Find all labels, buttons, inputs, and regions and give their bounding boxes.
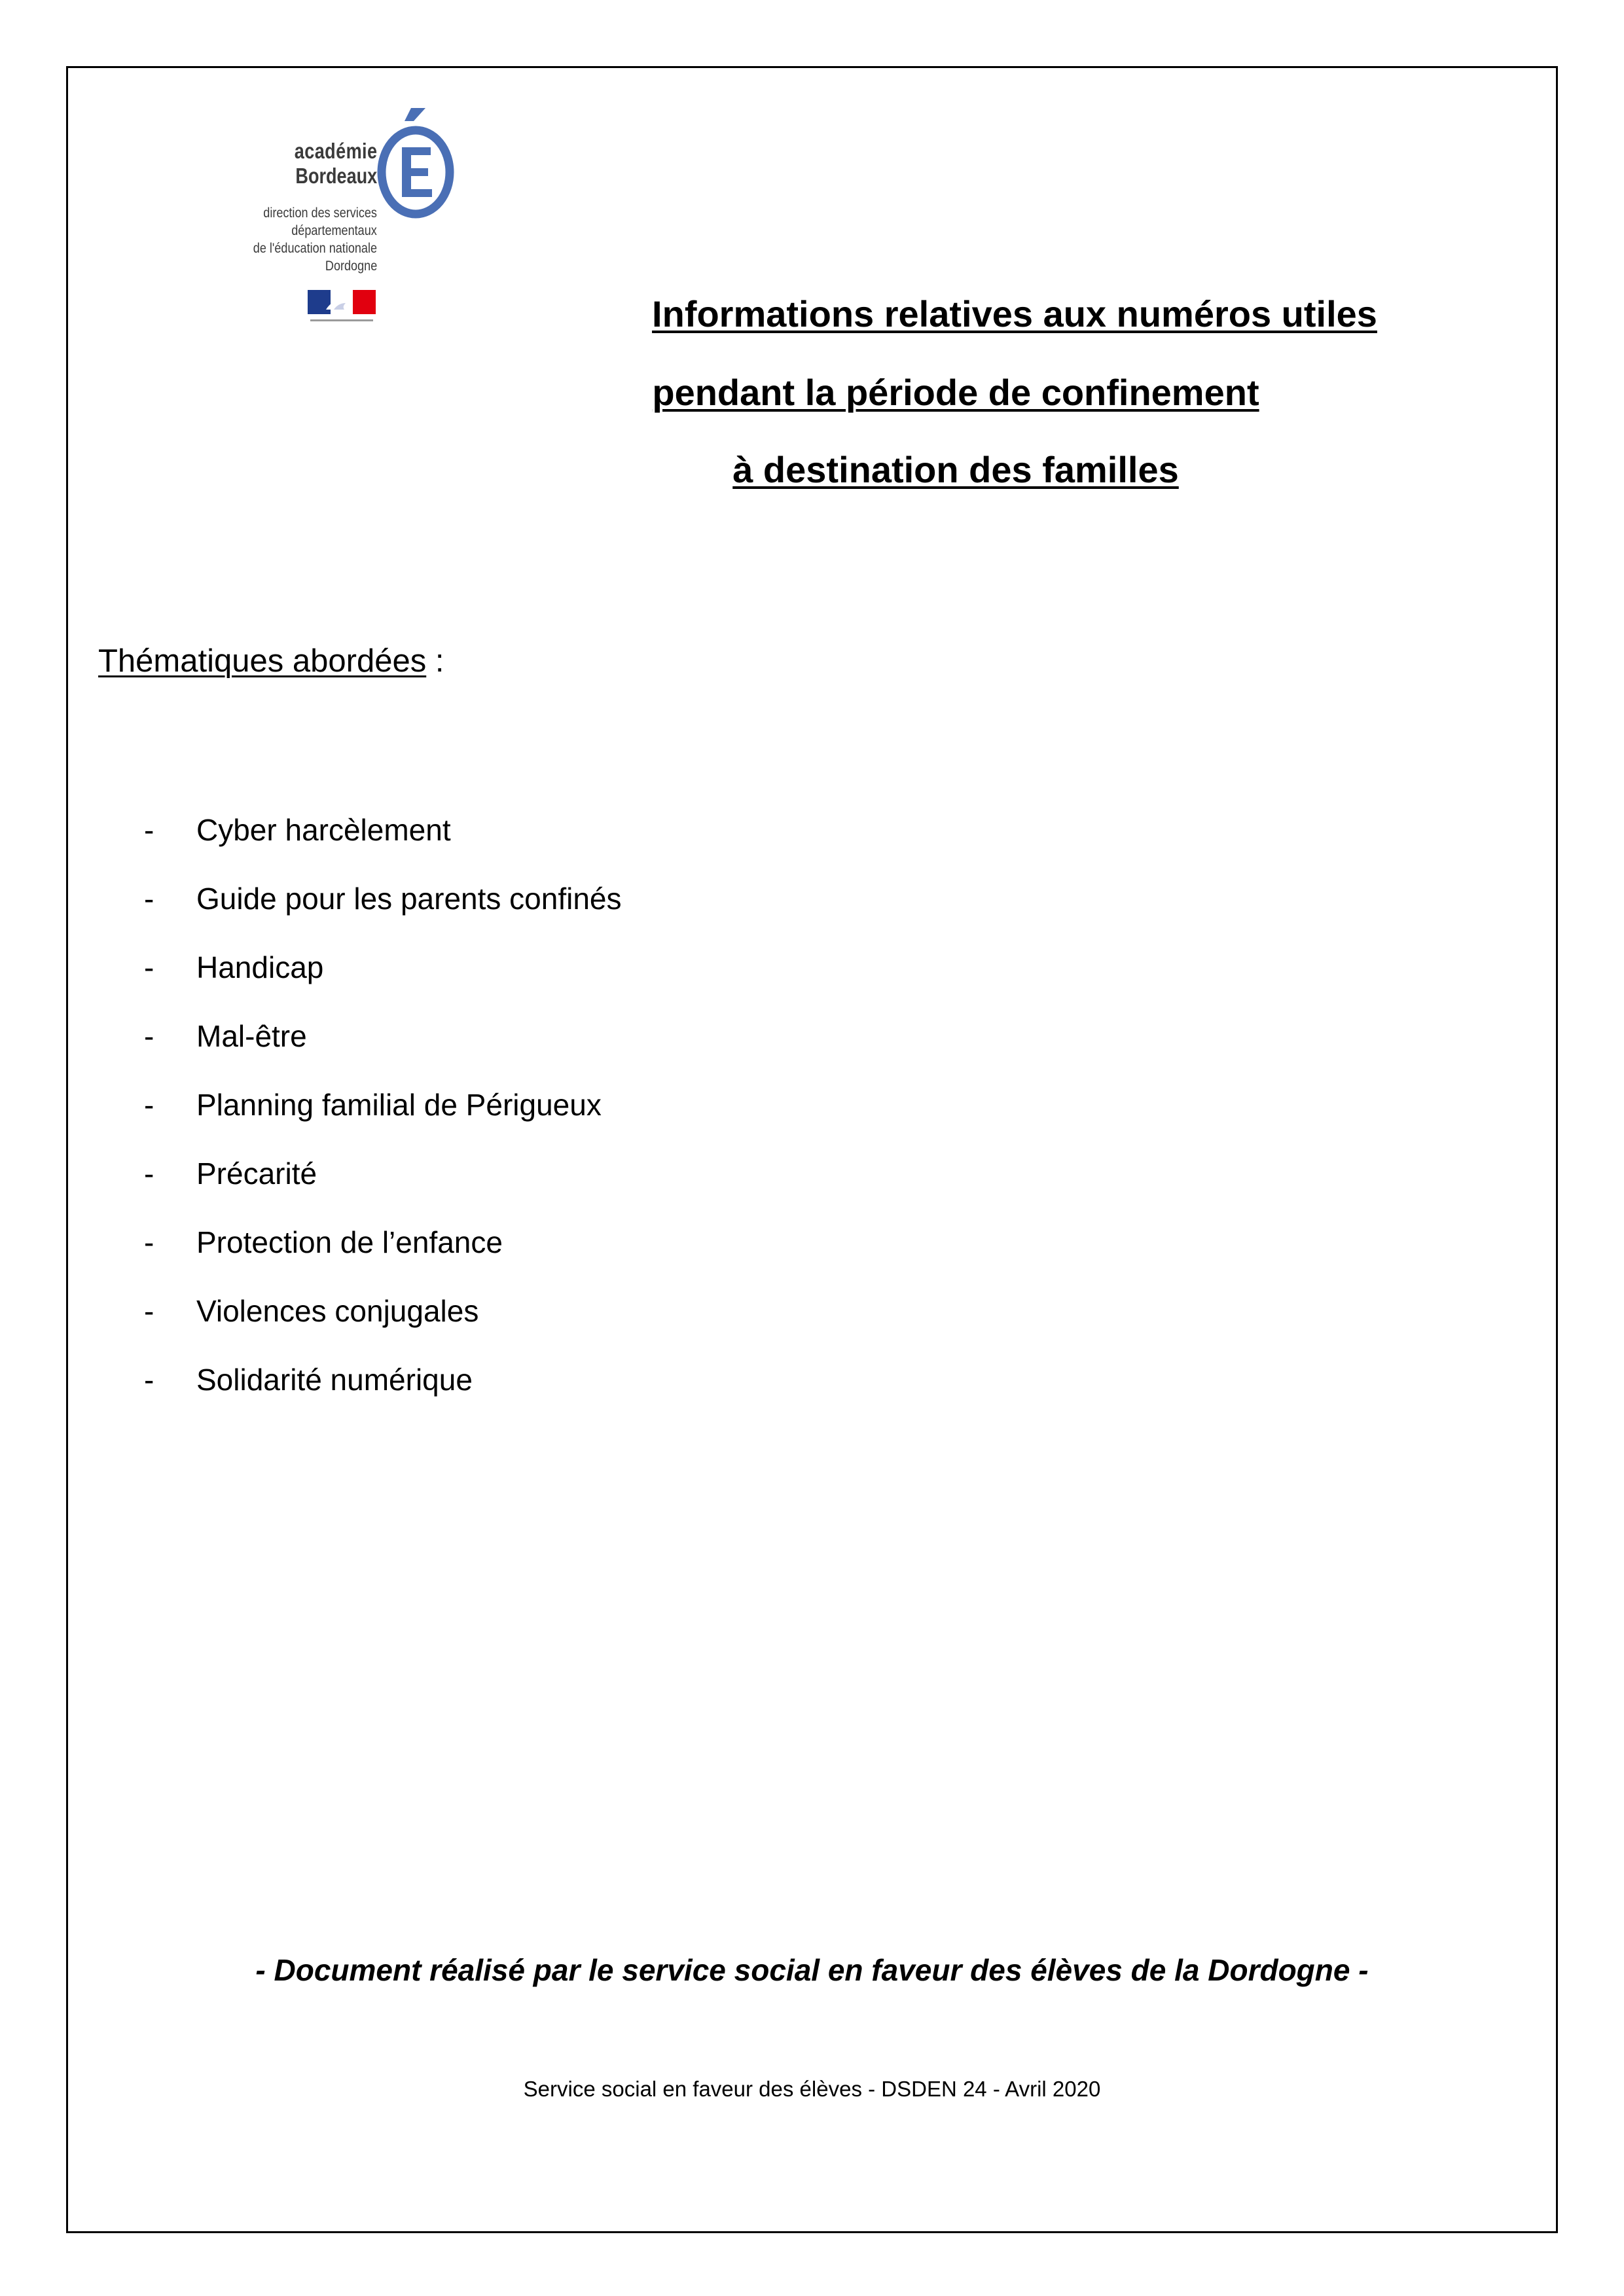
list-item-label: Violences conjugales xyxy=(196,1294,479,1328)
title-line-3: à destination des familles xyxy=(732,449,1179,490)
themes-heading xyxy=(98,641,444,681)
list-bullet: - xyxy=(144,813,154,847)
list-bullet: - xyxy=(144,1225,154,1259)
list-bullet: - xyxy=(144,1294,154,1328)
logo-sub-line-4: Dordogne xyxy=(325,259,377,274)
title-line-1: Informations relatives aux numéros utiles xyxy=(652,293,1377,334)
themes-heading-colon: : xyxy=(426,643,444,679)
title-line-2: pendant la période de confinement xyxy=(652,372,1259,413)
themes-heading-label: Thématiques abordées xyxy=(98,643,427,679)
logo-sub-line-1: direction des services xyxy=(263,206,377,221)
list-item-label: Planning familial de Périgueux xyxy=(196,1088,602,1122)
list-item-label: Handicap xyxy=(196,950,324,984)
list-bullet: - xyxy=(144,950,154,984)
logo-bordeaux-text: Bordeaux xyxy=(295,164,377,188)
list-item-label: Précarité xyxy=(196,1157,317,1191)
list-item-label: Protection de l’enfance xyxy=(196,1225,503,1259)
list-item-label: Solidarité numérique xyxy=(196,1363,473,1397)
logo-sub-line-2: départementaux xyxy=(291,223,377,238)
logo-sub-line-3: de l'éducation nationale xyxy=(253,241,377,256)
list-bullet: - xyxy=(144,1363,154,1397)
list-bullet: - xyxy=(144,882,154,916)
list-bullet: - xyxy=(144,1157,154,1191)
list-item-label: Mal-être xyxy=(196,1019,307,1053)
marianne-flag-icon xyxy=(308,290,376,314)
logo-academie-text: académie xyxy=(294,139,377,163)
academie-bordeaux-logo xyxy=(229,98,452,337)
page-footer: Service social en faveur des élèves - DSDEN 24 - Avril 2020 xyxy=(523,2077,1101,2101)
list-item-label: Cyber harcèlement xyxy=(196,813,451,847)
republique-francaise-mark-icon xyxy=(308,318,376,323)
list-bullet: - xyxy=(144,1088,154,1122)
e-acute-emblem-icon xyxy=(373,101,458,219)
list-bullet: - xyxy=(144,1019,154,1053)
document-credit-note: - Document réalisé par le service social en faveur des élèves de la Dordogne - xyxy=(255,1953,1369,1987)
list-item-label: Guide pour les parents confinés xyxy=(196,882,622,916)
